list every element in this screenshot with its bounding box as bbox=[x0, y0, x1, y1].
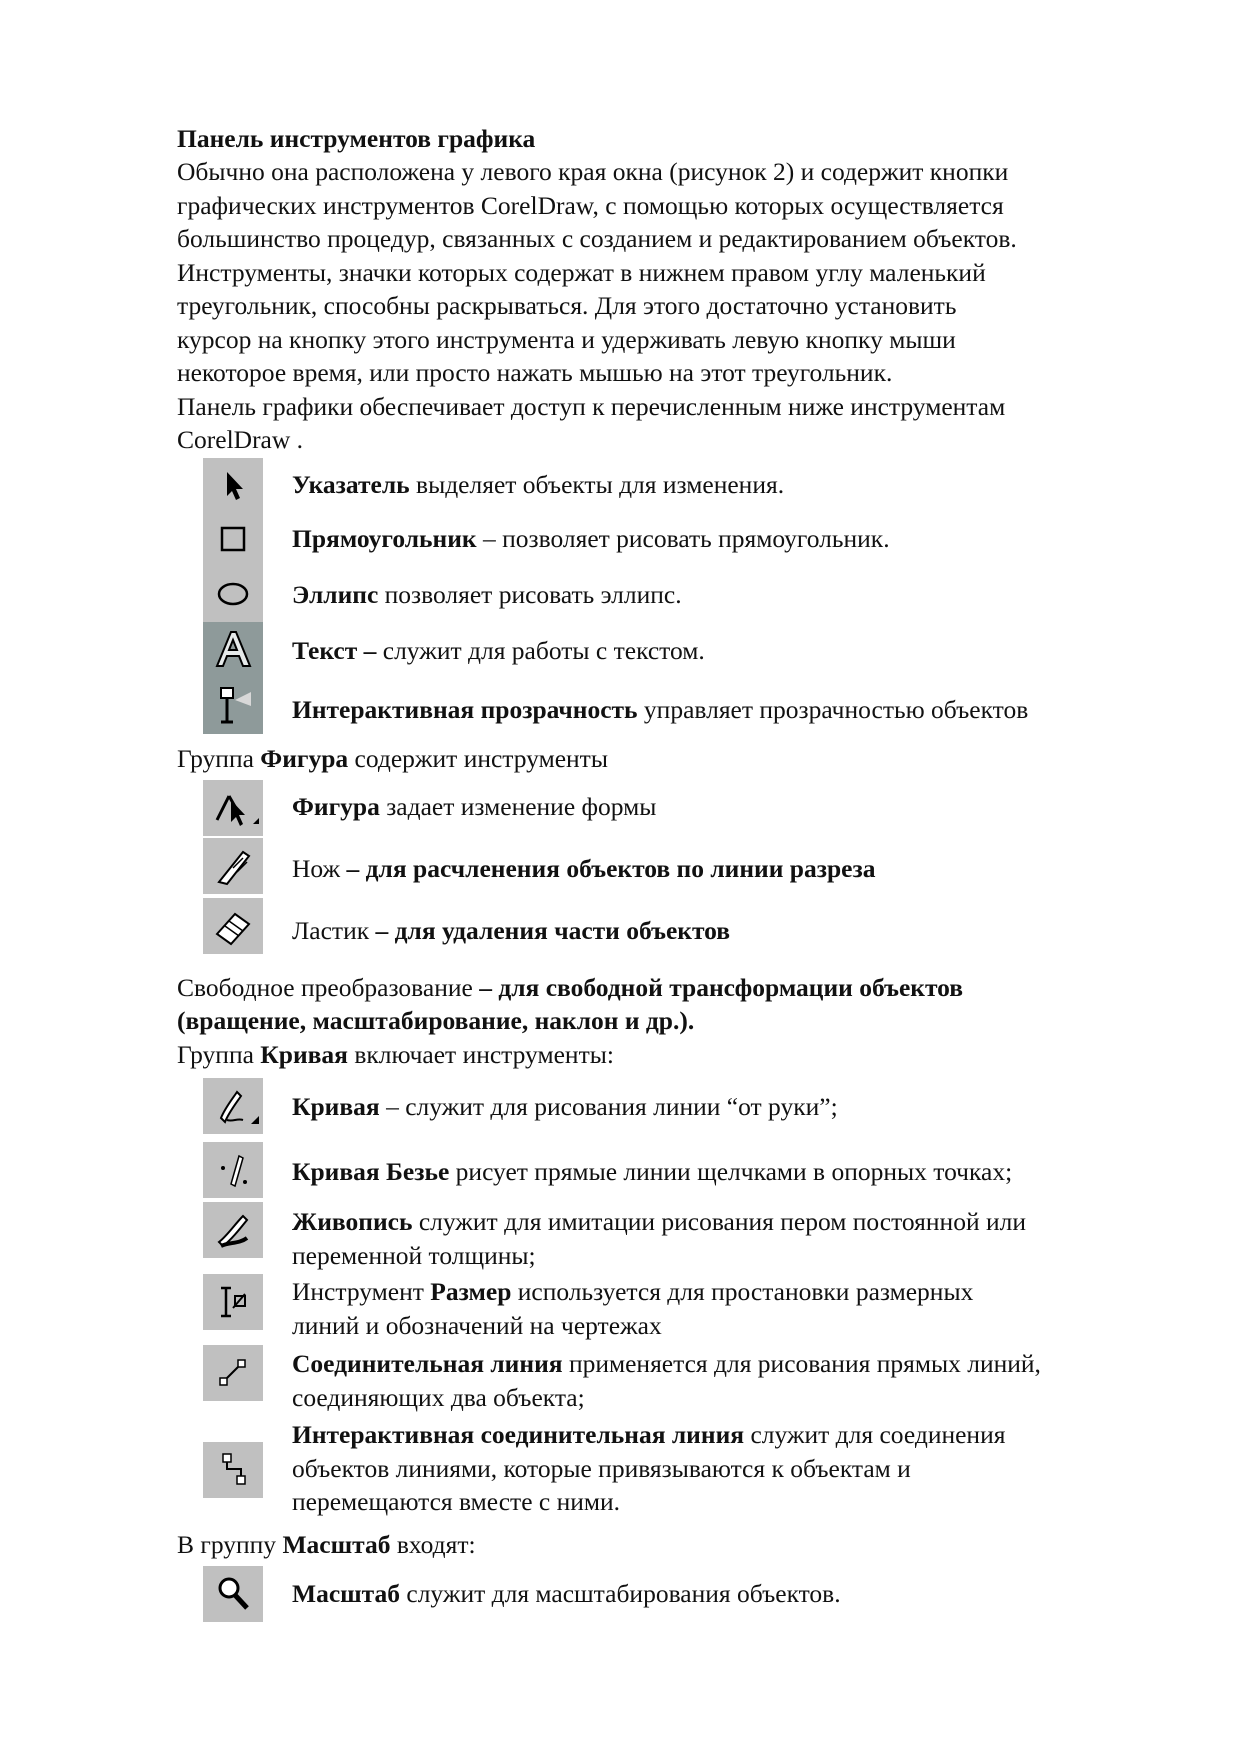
dimension-icon bbox=[203, 1274, 263, 1330]
section-heading: Панель инструментов графика bbox=[177, 124, 536, 153]
tool-artistic-media-desc: Живопись служит для имитации рисования пером постоянной или переменной толщины; bbox=[292, 1207, 1026, 1270]
intro-line: некоторое время, или просто нажать мышью на этот треугольник. bbox=[177, 358, 893, 387]
intro-line: треугольник, способны раскрываться. Для этого достаточно установить bbox=[177, 291, 957, 320]
tool-connector-line-desc: Соединительная линия применяется для рисования прямых линий, соединяющих два объекта; bbox=[292, 1349, 1041, 1412]
tool-ellipse-desc: Эллипс позволяет рисовать эллипс. bbox=[292, 580, 682, 609]
shape-icon bbox=[203, 780, 263, 836]
ellipse-icon bbox=[203, 566, 263, 622]
interactive-connector-icon bbox=[203, 1442, 263, 1498]
artistic-media-icon bbox=[203, 1202, 263, 1258]
free-transform-line1: Свободное преобразование – для свободной трансформации объектов bbox=[177, 973, 964, 1002]
tool-zoom-desc: Масштаб служит для масштабирования объектов. bbox=[292, 1579, 841, 1608]
text-icon bbox=[203, 622, 263, 678]
eraser-icon bbox=[203, 898, 263, 954]
intro-line: Инструменты, значки которых содержат в нижнем правом углу маленький bbox=[177, 257, 986, 287]
tool-text-desc: Текст – служит для работы с текстом. bbox=[292, 636, 705, 665]
knife-icon bbox=[203, 838, 263, 894]
intro-paragraph bbox=[177, 155, 1017, 457]
tool-dimension-desc: Инструмент Размер используется для простановки размерных линий и обозначений на чертежах bbox=[292, 1277, 974, 1340]
tool-pointer-desc: Указатель выделяет объекты для изменения. bbox=[292, 470, 785, 499]
bezier-icon bbox=[203, 1142, 263, 1198]
intro-line: большинство процедур, связанных с созданием и редактированием объектов. bbox=[177, 224, 1017, 253]
intro-line: графических инструментов CorelDraw, с помощью которых осуществляется bbox=[177, 190, 1004, 220]
tool-shape-desc: Фигура задает изменение формы bbox=[292, 792, 657, 821]
intro-line: курсор на кнопку этого инструмента и удерживать левую кнопку мыши bbox=[177, 324, 956, 354]
group-shape-heading: Группа Фигура содержит инструменты bbox=[177, 744, 608, 773]
group-zoom-heading: В группу Масштаб входят: bbox=[177, 1530, 476, 1559]
connector-line-icon bbox=[203, 1345, 263, 1401]
tool-freehand-desc: Кривая – служит для рисования линии “от руки”; bbox=[292, 1092, 838, 1121]
freehand-icon bbox=[203, 1078, 263, 1134]
intro-line: Панель графики обеспечивает доступ к перечисленным ниже инструментам bbox=[177, 391, 1006, 421]
tool-interactive-connector-desc: Интерактивная соединительная линия служит для соединения объектов линиями, которые привязываются к объектам и перемещаются вместе с ними. bbox=[292, 1420, 1006, 1516]
group-curve-heading: Группа Кривая включает инструменты: bbox=[177, 1040, 614, 1069]
intro-line: CorelDraw . bbox=[177, 425, 304, 454]
tool-eraser-desc: Ластик – для удаления части объектов bbox=[292, 916, 731, 945]
tool-knife-desc: Нож – для расчленения объектов по линии разреза bbox=[292, 854, 876, 883]
transparency-icon bbox=[203, 678, 263, 734]
tool-transparency-desc: Интерактивная прозрачность управляет прозрачностью объектов bbox=[292, 695, 1029, 724]
tool-rectangle-desc: Прямоугольник – позволяет рисовать прямоугольник. bbox=[292, 524, 890, 553]
intro-line: Обычно она расположена у левого края окна (рисунок 2) и содержит кнопки bbox=[177, 157, 1009, 186]
free-transform-line2: (вращение, масштабирование, наклон и др.). bbox=[177, 1006, 695, 1035]
pointer-icon bbox=[203, 458, 263, 514]
tool-bezier-desc: Кривая Безье рисует прямые линии щелчками в опорных точках; bbox=[292, 1157, 1013, 1186]
rectangle-icon bbox=[203, 512, 263, 568]
zoom-icon bbox=[203, 1566, 263, 1622]
